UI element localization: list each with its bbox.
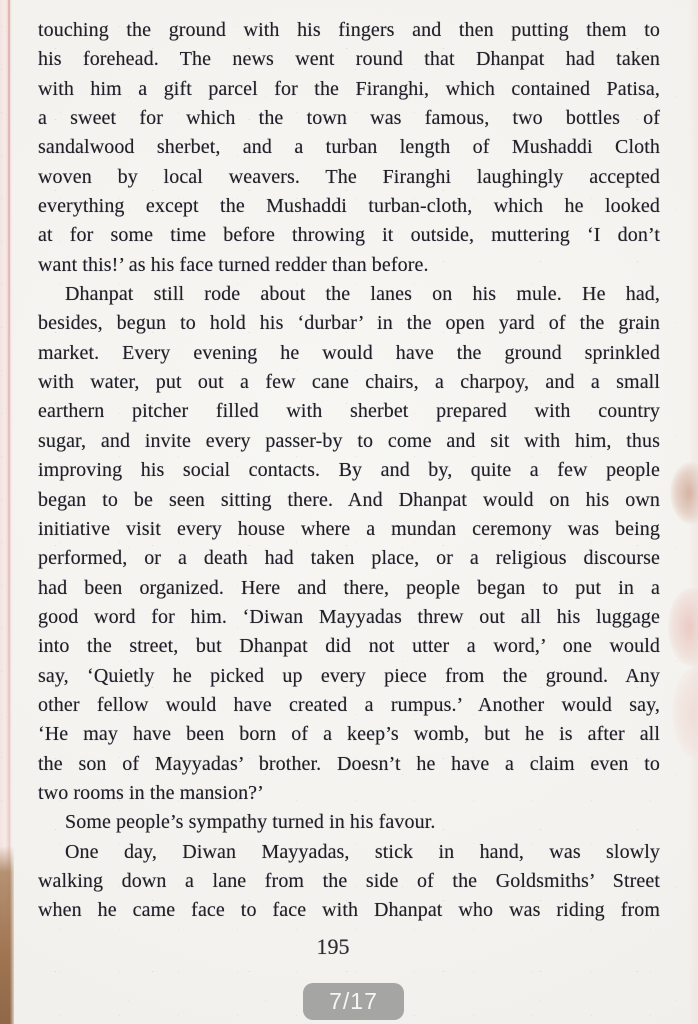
text-line: his forehead. The news went round that Dhanpat had taken xyxy=(38,48,660,71)
text-line: at for some time before throwing it outside, muttering ‘I don’t xyxy=(38,224,660,247)
text-line: performed, or a death had taken place, or a religious discourse xyxy=(38,547,660,570)
text-line: initiative visit every house where a mundan ceremony was being xyxy=(38,517,660,540)
text-line: want this!’ as his face turned redder than before. xyxy=(38,253,429,276)
page-number: 195 xyxy=(316,934,350,959)
right-edge-smudge xyxy=(668,588,698,666)
text-line: a sweet for which the town was famous, two bottles of xyxy=(38,107,660,130)
paragraph xyxy=(38,838,660,926)
text-line: One day, Diwan Mayyadas, stick in hand, was slowly xyxy=(65,840,660,863)
text-line: two rooms in the mansion?’ xyxy=(38,781,264,804)
text-line: when he came face to face with Dhanpat who was riding from xyxy=(38,899,660,922)
text-line: market. Every evening he would have the ground sprinkled xyxy=(38,341,660,364)
page-right-edge xyxy=(688,0,698,1024)
text-line: earthern pitcher filled with sherbet prepared with country xyxy=(38,400,660,423)
text-line: say, ‘Quietly he picked up every piece from the ground. Any xyxy=(38,664,660,687)
paragraph xyxy=(38,280,660,808)
paragraph xyxy=(38,808,660,837)
text-line: Dhanpat still rode about the lanes on his mule. He had, xyxy=(65,283,660,306)
text-line: walking down a lane from the side of the Goldsmiths’ Street xyxy=(38,869,660,892)
paragraph xyxy=(38,16,660,280)
text-line: other fellow would have created a rumpus.’ Another would say, xyxy=(38,693,660,716)
text-line: with water, put out a few cane chairs, a charpoy, and a small xyxy=(38,371,660,394)
text-line: had been organized. Here and there, people began to put in a xyxy=(38,576,660,599)
book-cover-edge xyxy=(0,846,14,1024)
page-indicator-badge: 7/17 xyxy=(303,983,404,1020)
text-line: the son of Mayyadas’ brother. Doesn’t he have a claim even to xyxy=(38,752,660,775)
text-line: Some people’s sympathy turned in his favour. xyxy=(65,811,436,834)
page-left-edge-line xyxy=(8,0,10,860)
text-line: woven by local weavers. The Firanghi laughingly accepted xyxy=(38,165,660,188)
text-line: with him a gift parcel for the Firanghi, which contained Patisa, xyxy=(38,77,660,100)
text-line: improving his social contacts. By and by, quite a few people xyxy=(38,459,660,482)
text-line: touching the ground with his fingers and then putting them to xyxy=(38,19,660,41)
right-edge-smudge xyxy=(672,668,698,758)
text-line: ‘He may have been born of a keep’s womb, but he is after all xyxy=(38,723,660,746)
text-line: began to be seen sitting there. And Dhanpat would on his own xyxy=(38,488,660,511)
text-line: sugar, and invite every passer-by to come and sit with him, thus xyxy=(38,429,660,452)
text-line: into the street, but Dhanpat did not utter a word,’ one would xyxy=(38,635,660,658)
text-line: sandalwood sherbet, and a turban length of Mushaddi Cloth xyxy=(38,136,660,159)
text-line: everything except the Mushaddi turban-cloth, which he looked xyxy=(38,195,660,218)
text-block xyxy=(38,16,660,926)
right-edge-smudge xyxy=(670,462,698,524)
text-line: besides, begun to hold his ‘durbar’ in the open yard of the grain xyxy=(38,312,660,335)
text-line: good word for him. ‘Diwan Mayyadas threw out all his luggage xyxy=(38,605,660,628)
